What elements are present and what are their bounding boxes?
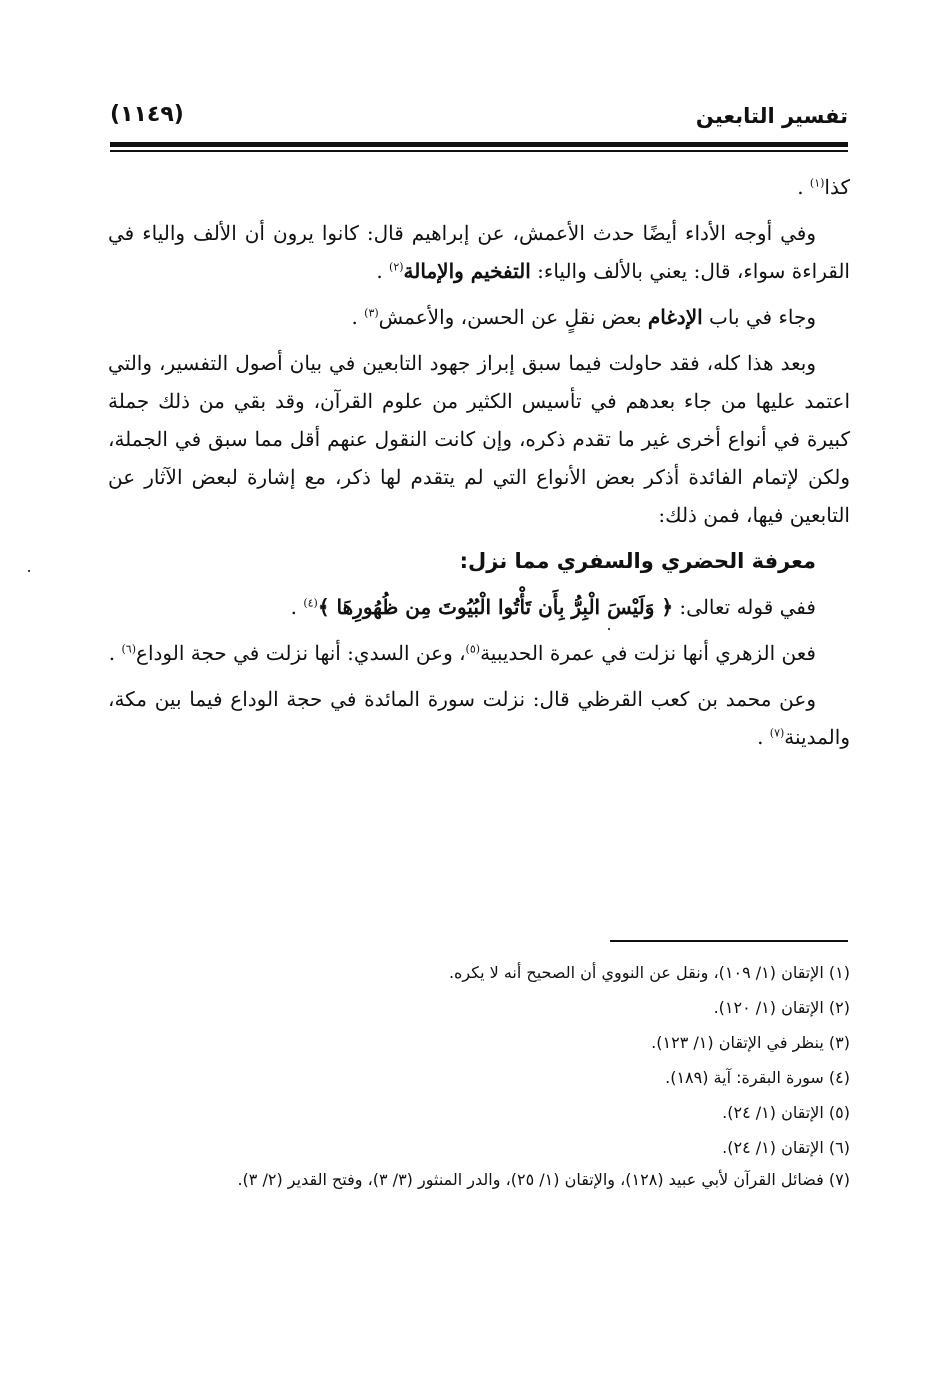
scan-speck [28,570,30,572]
footnote-separator [610,940,848,942]
footnote-ref-3[interactable]: (٣) [364,306,379,320]
page-number: (١١٤٩) [110,102,184,127]
quran-verse: ﴿ وَلَيْسَ الْبِرُّ بِأَن تَأْتُوا الْبُيُوتَ مِن ظُهُورِهَا ﴾ [317,595,674,619]
section-heading: معرفة الحضري والسفري مما نزل: [459,549,816,573]
footnote-ref-7[interactable]: (٧) [769,726,785,740]
footnote-ref-1[interactable]: (١) [809,176,825,190]
footnote-ref-6[interactable]: (٦) [121,642,137,656]
running-title: تفسير التابعين [695,104,848,128]
footnote-ref-4[interactable]: (٤) [303,596,318,610]
scan-speck [608,628,610,630]
footnote-4: (٤) سورة البقرة: آية (١٨٩). [665,1068,850,1087]
page-header [110,98,848,138]
footnote-ref-5[interactable]: (٥) [465,642,481,656]
header-rule-thick [110,142,848,147]
paragraph-6: فعن الزهري أنها نزلت في عمرة الحديبية$^{(٥)}$، وعن السدي: أنها نزلت في حجة الوداع$^{(٦)}$ . [108,641,816,665]
footnote-7: (٧) فضائل القرآن لأبي عبيد (١٢٨)، والإتقان (١/ ٢٥)، والدر المنثور (٣/ ٣)، وفتح القدير (٢/ ٣). [237,1170,850,1189]
main-text [108,168,850,756]
paragraph-1: كذا$^{(١)}$ . [797,175,850,199]
paragraph-4: وبعد هذا كله، فقد حاولت فيما سبق إبراز جهود التابعين في بيان أصول التفسير، والتي اعتمد عليها من جاء بعدهم في تأسيس الكثير من علوم القرآن، وقد بقي من ذلك جملة كبيرة في أنواع أخرى غير ما تقدم ذكره، وإن كانت النقول عنهم أقل مما سبق في الجملة، ولكن لإتمام الفائدة أذكر بعض الأنواع التي لم يتقدم لها ذكر، مع إشارة لبعض الآثار عن التابعين فيها، فمن ذلك: [108,351,850,527]
bold-term-idgham: الإدغام [647,305,703,329]
footnotes [108,955,850,1195]
footnote-3: (٣) ينظر في الإتقان (١/ ١٢٣). [651,1033,850,1052]
header-rule-thin [110,150,848,152]
footnote-ref-2[interactable]: (٢) [389,260,404,274]
paragraph-2: وفي أوجه الأداء أيضًا حدث الأعمش، عن إبراهيم قال: كانوا يرون أن الألف والياء في القراءة سواء، قال: يعني بالألف والياء: التفخيم والإمالة$^{(٢)}$ . [108,221,850,283]
paragraph-7: وعن محمد بن كعب القرظي قال: نزلت سورة المائدة في حجة الوداع فيما بين مكة، والمدينة$^{(٧)}$ . [108,687,850,749]
footnote-6: (٦) الإتقان (١/ ٢٤). [722,1138,850,1157]
paragraph-5: ففي قوله تعالى: ﴿ وَلَيْسَ الْبِرُّ بِأَن تَأْتُوا الْبُيُوتَ مِن ظُهُورِهَا ﴾$^{(٤)}$ . [290,595,816,619]
bold-term-tafkhim: التفخيم والإمالة [403,259,531,283]
footnote-5: (٥) الإتقان (١/ ٢٤). [722,1103,850,1122]
paragraph-3: وجاء في باب الإدغام بعض نقلٍ عن الحسن، والأعمش$^{(٣)}$ . [351,305,816,329]
footnote-1: (١) الإتقان (١/ ١٠٩)، ونقل عن النووي أن الصحيح أنه لا يكره. [448,963,850,982]
footnote-2: (٢) الإتقان (١/ ١٢٠). [713,998,850,1017]
